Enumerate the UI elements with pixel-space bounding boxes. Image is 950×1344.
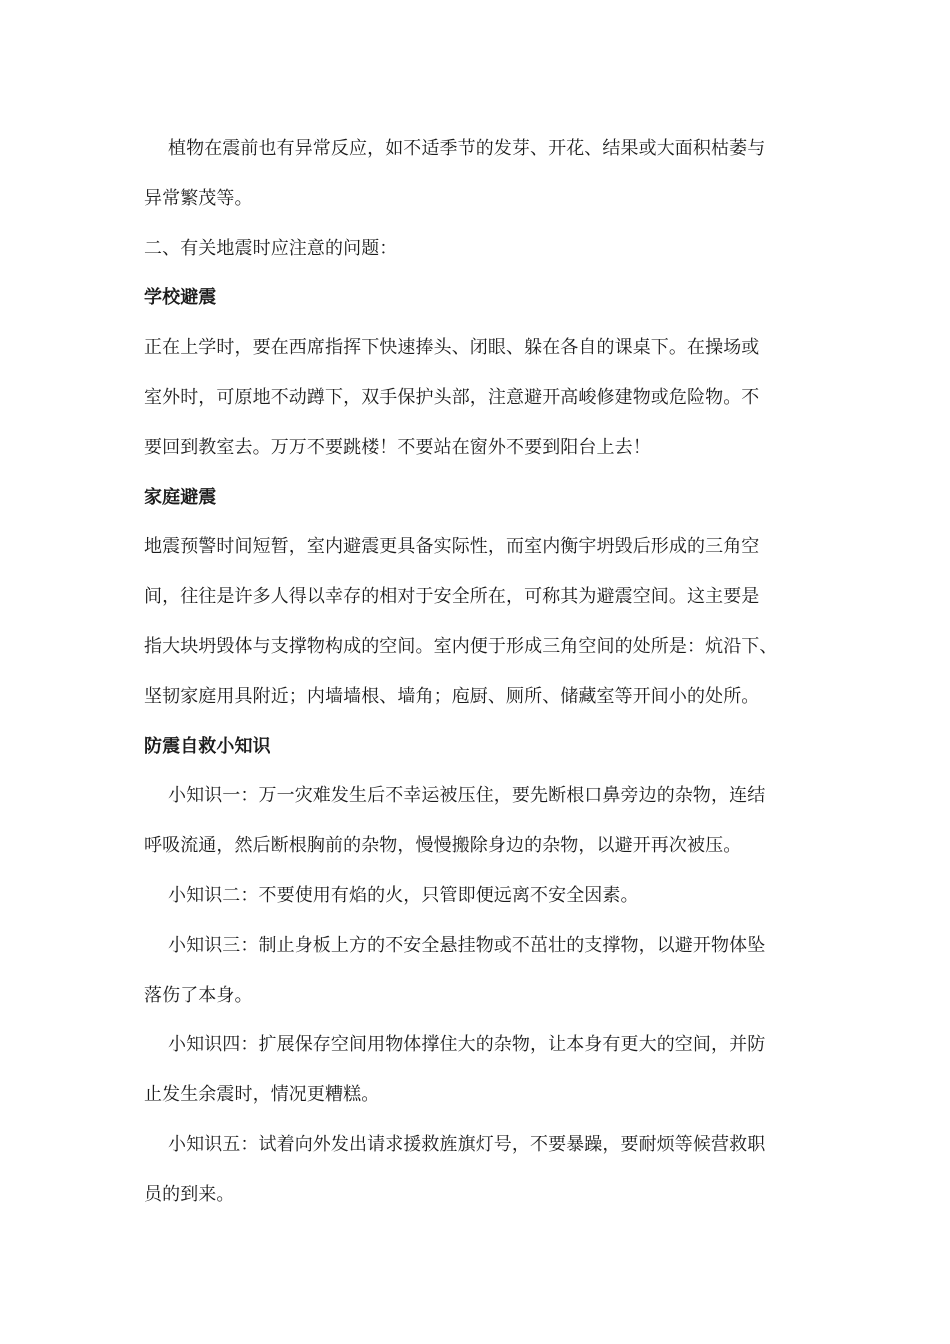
tip-one-line: 小知识一：万一灾难发生后不幸运被压住，要先断根口鼻旁边的杂物，连结	[168, 785, 766, 807]
home-paragraph-line: 坚韧家庭用具附近；内墙墙根、墙角；庖厨、厕所、储藏室等开间小的处所。	[144, 685, 760, 707]
tip-two-line: 小知识二：不要使用有焰的火，只管即便远离不安全因素。	[168, 884, 639, 906]
school-heading: 学校避震	[144, 287, 217, 309]
home-heading: 家庭避震	[144, 486, 217, 508]
tips-heading: 防震自救小知识	[144, 735, 271, 757]
tip-four-line: 止发生余震时，情况更糟糕。	[144, 1084, 380, 1106]
tip-five-line: 小知识五：试着向外发出请求援救旌旗灯号，不要暴躁，要耐烦等候营救职	[168, 1133, 766, 1155]
plant-paragraph-line: 植物在震前也有异常反应，如不适季节的发芽、开花、结果或大面积枯萎与	[168, 138, 766, 159]
school-paragraph-line: 室外时，可原地不动蹲下，双手保护头部，注意避开高峻修建物或危险物。不	[144, 386, 760, 408]
document-page	[144, 124, 824, 1220]
tip-three-line: 小知识三：制止身板上方的不安全悬挂物或不茁壮的支撑物，以避开物体坠	[168, 934, 766, 956]
tip-one-line: 呼吸流通，然后断根胸前的杂物，慢慢搬除身边的杂物，以避开再次被压。	[144, 835, 742, 857]
tip-three-line: 落伤了本身。	[144, 984, 253, 1006]
home-paragraph-line: 指大块坍毁体与支撑物构成的空间。室内便于形成三角空间的处所是：炕沿下、	[144, 635, 778, 657]
tip-five-line: 员的到来。	[144, 1183, 235, 1205]
section-two-title: 二、有关地震时应注意的问题：	[144, 237, 398, 259]
home-paragraph-line: 地震预警时间短暂，室内避震更具备实际性，而室内衡宇坍毁后形成的三角空	[144, 536, 760, 558]
school-paragraph-line: 正在上学时，要在西席指挥下快速捧头、闭眼、躲在各自的课桌下。在操场或	[144, 337, 760, 359]
school-paragraph-line: 要回到教室去。万万不要跳楼！不要站在窗外不要到阳台上去！	[144, 436, 651, 458]
plant-paragraph-line: 异常繁茂等。	[144, 187, 253, 209]
home-paragraph-line: 间，往往是许多人得以幸存的相对于安全所在，可称其为避震空间。这主要是	[144, 586, 760, 608]
tip-four-line: 小知识四：扩展保存空间用物体撑住大的杂物，让本身有更大的空间，并防	[168, 1034, 766, 1056]
